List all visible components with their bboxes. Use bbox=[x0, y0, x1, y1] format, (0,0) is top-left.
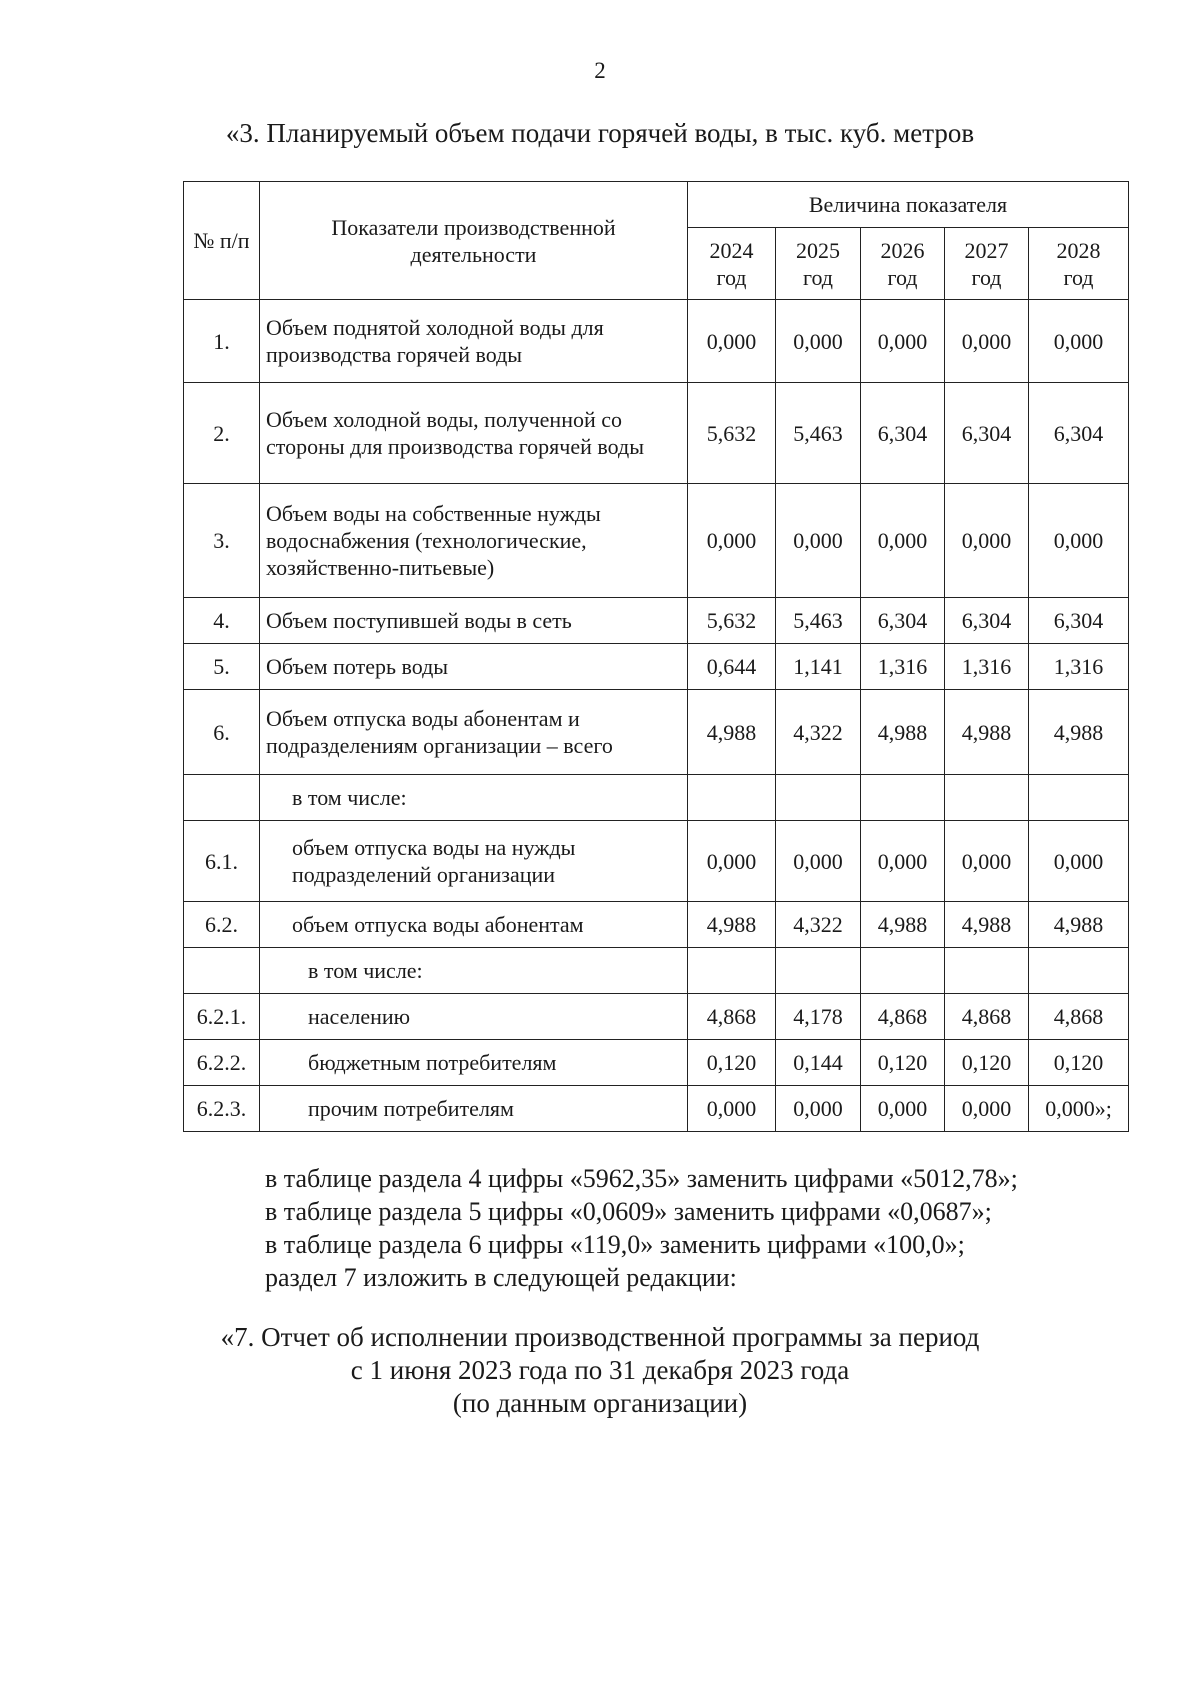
row-value: 0,000 bbox=[945, 1086, 1029, 1132]
row-value: 0,000 bbox=[861, 1086, 945, 1132]
row-value: 6,304 bbox=[945, 383, 1029, 484]
header-year-unit: год bbox=[1063, 264, 1094, 290]
row-label: Объем отпуска воды абонентам и подразделениям организации – всего bbox=[260, 690, 688, 775]
row-value: 4,868 bbox=[1029, 994, 1129, 1040]
section-title: «3. Планируемый объем подачи горячей воды, в тыс. куб. метров bbox=[225, 118, 975, 148]
table-row bbox=[184, 948, 1129, 994]
table-row bbox=[184, 994, 1129, 1040]
row-value bbox=[861, 948, 945, 994]
header-year-value: 2027 bbox=[964, 237, 1009, 263]
header-year-unit: год bbox=[716, 264, 747, 290]
header-year-unit: год bbox=[887, 264, 918, 290]
row-label: в том числе: bbox=[260, 775, 688, 821]
row-value: 4,988 bbox=[945, 690, 1029, 775]
header-value-group: Величина показателя bbox=[688, 182, 1129, 228]
row-value: 5,632 bbox=[688, 383, 776, 484]
row-value: 0,000»; bbox=[1029, 1086, 1129, 1132]
row-value: 0,000 bbox=[945, 821, 1029, 902]
table-row bbox=[184, 902, 1129, 948]
row-value: 6,304 bbox=[861, 383, 945, 484]
row-value bbox=[861, 775, 945, 821]
row-value: 4,322 bbox=[776, 690, 861, 775]
header-year bbox=[776, 228, 861, 300]
row-num: 6.2.1. bbox=[184, 994, 260, 1040]
section7-heading bbox=[0, 1321, 1200, 1420]
row-num bbox=[184, 948, 260, 994]
row-value: 0,120 bbox=[688, 1040, 776, 1086]
header-indicator: Показатели производственной деятельности bbox=[260, 182, 688, 300]
table-row bbox=[184, 383, 1129, 484]
header-year-unit: год bbox=[971, 264, 1002, 290]
table-row bbox=[184, 1040, 1129, 1086]
row-value: 0,000 bbox=[1029, 821, 1129, 902]
row-value bbox=[1029, 775, 1129, 821]
row-value bbox=[688, 948, 776, 994]
table-row bbox=[184, 690, 1129, 775]
row-label: Объем воды на собственные нужды водоснабжения (технологические, хозяйственно-питьевые) bbox=[260, 484, 688, 598]
row-value: 4,988 bbox=[861, 690, 945, 775]
row-value bbox=[688, 775, 776, 821]
change-line: в таблице раздела 4 цифры «5962,35» заменить цифрами «5012,78»; bbox=[265, 1164, 1018, 1193]
row-value bbox=[945, 948, 1029, 994]
row-value: 1,316 bbox=[1029, 644, 1129, 690]
row-num: 1. bbox=[184, 300, 260, 383]
row-value: 4,178 bbox=[776, 994, 861, 1040]
row-value bbox=[945, 775, 1029, 821]
row-value: 1,141 bbox=[776, 644, 861, 690]
row-label: населению bbox=[260, 994, 688, 1040]
row-value: 4,988 bbox=[1029, 902, 1129, 948]
row-label: Объем холодной воды, полученной со стороны для производства горячей воды bbox=[260, 383, 688, 484]
row-value: 4,988 bbox=[688, 902, 776, 948]
change-line: в таблице раздела 5 цифры «0,0609» заменить цифрами «0,0687»; bbox=[265, 1197, 992, 1226]
row-value: 4,322 bbox=[776, 902, 861, 948]
header-num: № п/п bbox=[184, 182, 260, 300]
row-num bbox=[184, 775, 260, 821]
row-value: 4,988 bbox=[945, 902, 1029, 948]
row-value: 1,316 bbox=[861, 644, 945, 690]
row-value: 4,988 bbox=[688, 690, 776, 775]
header-year bbox=[861, 228, 945, 300]
row-value: 0,000 bbox=[1029, 300, 1129, 383]
section7-line2: с 1 июня 2023 года по 31 декабря 2023 года bbox=[350, 1355, 850, 1385]
row-value bbox=[776, 775, 861, 821]
row-num: 3. bbox=[184, 484, 260, 598]
row-value: 0,144 bbox=[776, 1040, 861, 1086]
row-value: 0,000 bbox=[776, 300, 861, 383]
row-value bbox=[1029, 948, 1129, 994]
header-year bbox=[688, 228, 776, 300]
header-year-value: 2024 bbox=[709, 237, 754, 263]
row-value: 5,632 bbox=[688, 598, 776, 644]
row-value: 0,000 bbox=[945, 300, 1029, 383]
row-num: 6. bbox=[184, 690, 260, 775]
row-value: 0,000 bbox=[861, 821, 945, 902]
row-value: 4,988 bbox=[1029, 690, 1129, 775]
row-value: 4,868 bbox=[945, 994, 1029, 1040]
row-label: прочим потребителям bbox=[260, 1086, 688, 1132]
row-value: 0,120 bbox=[861, 1040, 945, 1086]
row-num: 6.1. bbox=[184, 821, 260, 902]
table-row bbox=[184, 484, 1129, 598]
row-value: 0,000 bbox=[688, 484, 776, 598]
table-row bbox=[184, 300, 1129, 383]
row-label: бюджетным потребителям bbox=[260, 1040, 688, 1086]
row-num: 2. bbox=[184, 383, 260, 484]
row-value: 0,000 bbox=[1029, 484, 1129, 598]
row-value: 6,304 bbox=[1029, 383, 1129, 484]
production-table bbox=[183, 181, 1129, 1132]
row-value: 4,868 bbox=[688, 994, 776, 1040]
row-value: 5,463 bbox=[776, 598, 861, 644]
header-year bbox=[945, 228, 1029, 300]
row-num: 4. bbox=[184, 598, 260, 644]
row-value: 0,000 bbox=[688, 821, 776, 902]
header-year bbox=[1029, 228, 1129, 300]
row-value: 0,120 bbox=[945, 1040, 1029, 1086]
header-year-value: 2028 bbox=[1056, 237, 1101, 263]
table-row bbox=[184, 644, 1129, 690]
row-label: объем отпуска воды абонентам bbox=[260, 902, 688, 948]
row-label: объем отпуска воды на нужды подразделений организации bbox=[260, 821, 688, 902]
row-value: 0,000 bbox=[861, 300, 945, 383]
row-value: 6,304 bbox=[1029, 598, 1129, 644]
change-line: в таблице раздела 6 цифры «119,0» заменить цифрами «100,0»; bbox=[265, 1230, 965, 1259]
section7-line3: (по данным организации) bbox=[452, 1388, 748, 1418]
row-value: 0,120 bbox=[1029, 1040, 1129, 1086]
row-value: 0,000 bbox=[861, 484, 945, 598]
change-line: раздел 7 изложить в следующей редакции: bbox=[265, 1263, 737, 1292]
row-value: 4,868 bbox=[861, 994, 945, 1040]
row-value: 0,000 bbox=[776, 484, 861, 598]
row-num: 6.2.3. bbox=[184, 1086, 260, 1132]
row-value: 0,000 bbox=[776, 1086, 861, 1132]
table-row bbox=[184, 598, 1129, 644]
row-value bbox=[776, 948, 861, 994]
row-value: 0,000 bbox=[688, 300, 776, 383]
row-value: 0,000 bbox=[776, 821, 861, 902]
row-value: 6,304 bbox=[945, 598, 1029, 644]
header-year-unit: год bbox=[802, 264, 834, 290]
row-num: 6.2. bbox=[184, 902, 260, 948]
header-year-value: 2025 bbox=[796, 237, 840, 263]
row-label: Объем поднятой холодной воды для производства горячей воды bbox=[260, 300, 688, 383]
row-value: 0,644 bbox=[688, 644, 776, 690]
row-label: в том числе: bbox=[260, 948, 688, 994]
table-row bbox=[184, 821, 1129, 902]
row-value: 0,000 bbox=[945, 484, 1029, 598]
row-value: 5,463 bbox=[776, 383, 861, 484]
row-label: Объем потерь воды bbox=[260, 644, 688, 690]
header-year-value: 2026 bbox=[880, 237, 925, 263]
table-row bbox=[184, 1086, 1129, 1132]
row-value: 4,988 bbox=[861, 902, 945, 948]
row-label: Объем поступившей воды в сеть bbox=[260, 598, 688, 644]
page-number: 2 bbox=[594, 58, 606, 83]
row-value: 6,304 bbox=[861, 598, 945, 644]
row-value: 0,000 bbox=[688, 1086, 776, 1132]
row-num: 5. bbox=[184, 644, 260, 690]
row-value: 1,316 bbox=[945, 644, 1029, 690]
section7-line1: «7. Отчет об исполнении производственной программы за период bbox=[220, 1322, 980, 1352]
row-num: 6.2.2. bbox=[184, 1040, 260, 1086]
changes-list bbox=[265, 1162, 1018, 1294]
table-row bbox=[184, 775, 1129, 821]
